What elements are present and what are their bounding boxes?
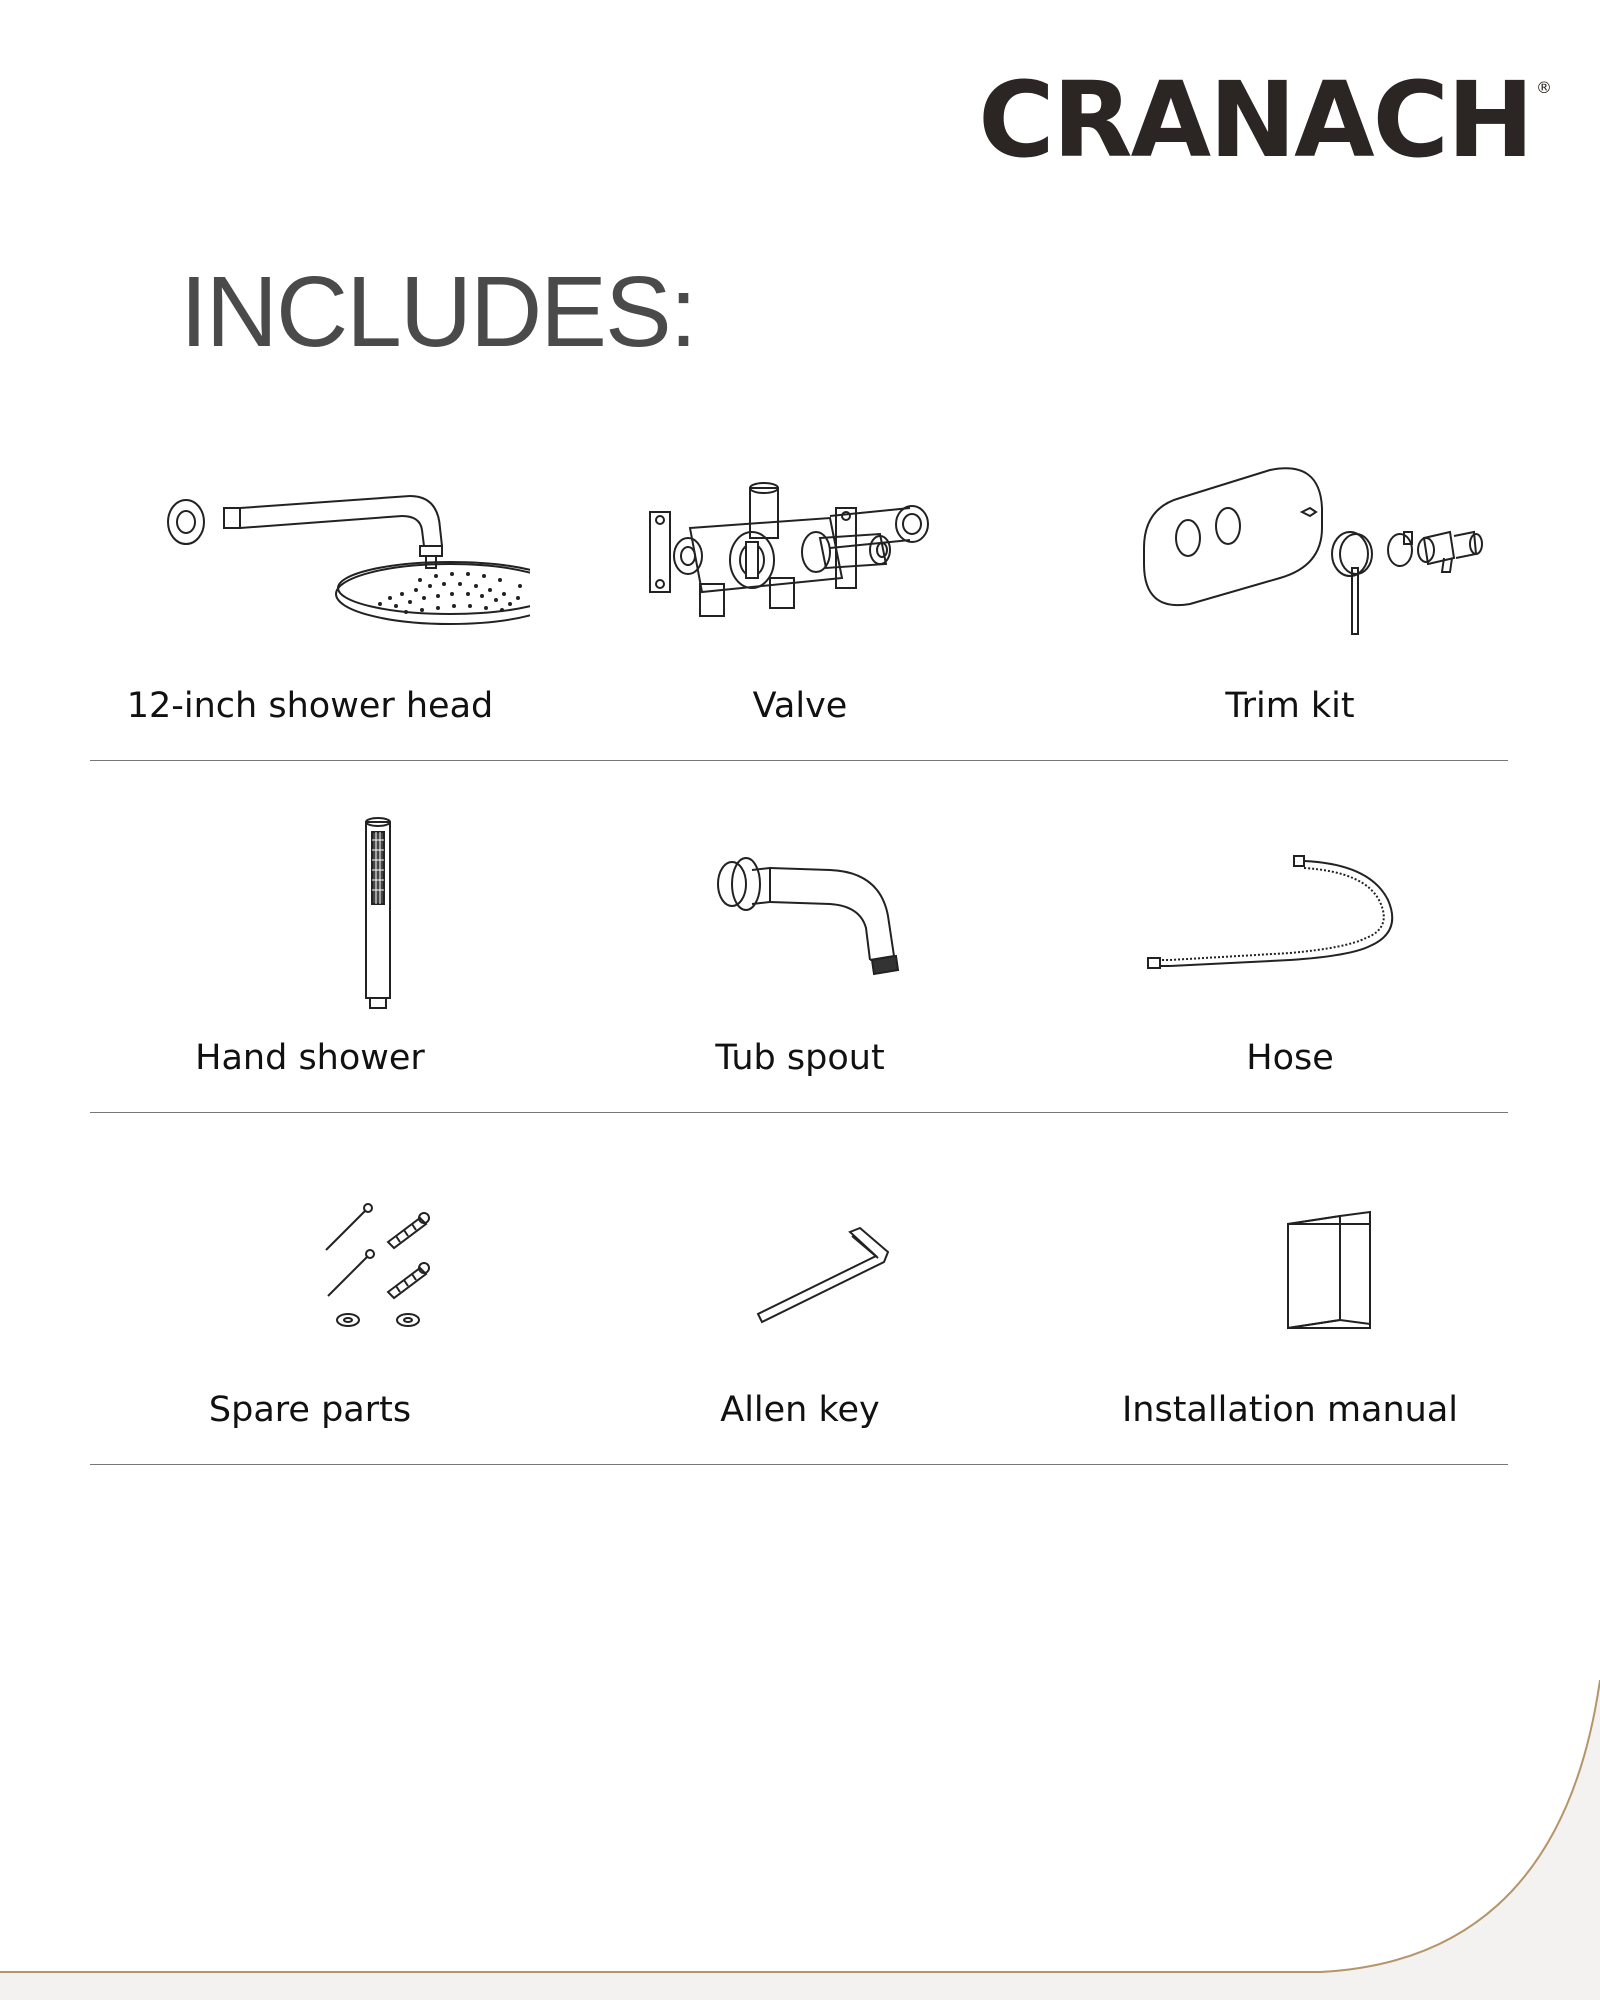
items-row-1 [90,408,1508,761]
item-label: Installation manual [1121,1390,1459,1430]
item-shower-head [90,408,530,760]
brand-name: CRANACH [978,59,1532,181]
item-installation-manual [1070,1112,1510,1464]
item-label: Hose [1246,1038,1334,1078]
item-hand-shower [90,760,530,1112]
item-hose [1070,760,1510,1112]
item-spare-parts [90,1112,530,1464]
item-label: Valve [752,686,848,726]
items-row-2 [90,760,1508,1113]
item-label: Tub spout [715,1038,885,1078]
item-label: Spare parts [208,1390,412,1430]
item-allen-key [580,1112,1020,1464]
brand-logo [978,59,1550,181]
item-tub-spout [580,760,1020,1112]
item-label: 12-inch shower head [126,686,494,726]
page-title: INCLUDES: [180,256,696,368]
trademark-symbol: ® [1536,78,1550,97]
item-label: Allen key [720,1390,880,1430]
item-label: Trim kit [1225,686,1355,726]
item-label: Hand shower [195,1038,425,1078]
items-row-3 [90,1112,1508,1465]
item-trim-kit [1070,408,1510,760]
item-valve [580,408,1020,760]
